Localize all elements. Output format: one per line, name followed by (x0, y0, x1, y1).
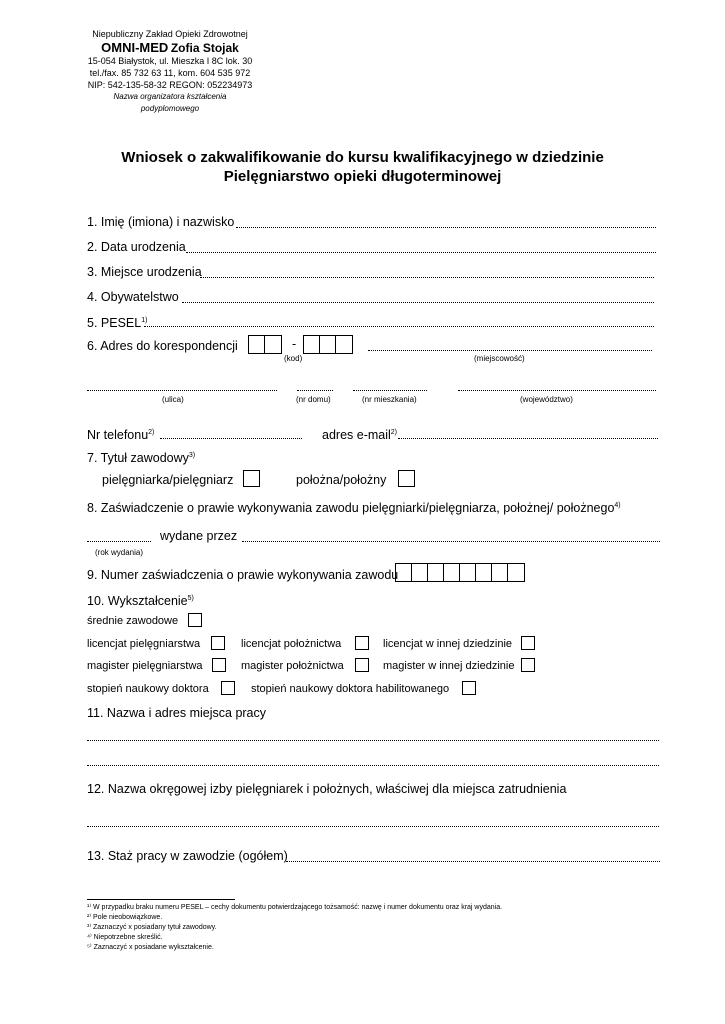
label-nr-mieszkania: (nr mieszkania) (362, 395, 417, 404)
field-name-label: 1. Imię (imiona) i nazwisko (87, 215, 235, 229)
workplace-line2[interactable] (87, 765, 659, 766)
field-name-line[interactable] (236, 227, 656, 228)
header-owner: Zofia Stojak (170, 41, 239, 55)
license-year-line[interactable] (87, 541, 151, 542)
footnote-separator (87, 899, 235, 900)
field-email-text: adres e-mail (322, 428, 391, 443)
header-phone: tel./fax. 85 732 63 11, kom. 604 535 972 (89, 68, 251, 78)
option-midwife-checkbox[interactable] (398, 470, 415, 487)
edu-bachelor-midwifery-label: licencjat położnictwa (241, 638, 342, 650)
field-phone-line[interactable] (160, 438, 302, 439)
street-line[interactable] (87, 390, 277, 391)
field-education-label (87, 591, 194, 609)
field-birthdate-label: 2. Data urodzenia (87, 240, 186, 254)
field-phone-label (87, 425, 154, 443)
field-chamber-label: 12. Nazwa okręgowej izby pielęgniarek i położnych, właściwej dla miejsca zatrudnienia (87, 782, 567, 796)
license-issued-label: wydane przez (160, 529, 238, 543)
field-license-label (87, 498, 621, 516)
option-nurse-label: pielęgniarka/pielęgniarz (102, 473, 234, 487)
label-miejscowosc: (miejscowość) (474, 354, 525, 363)
form-title-line2: Pielęgniarstwo opieki długoterminowej (223, 168, 502, 185)
header-address: 15-054 Białystok, ul. Mieszka I 8C lok. 30 (87, 56, 253, 66)
license-issuer-line[interactable] (242, 541, 660, 542)
field-license-text: 8. Zaświadczenie o prawie wykonywania zawodu pielęgniarki/pielęgniarza, położnej/ położnego (87, 501, 615, 516)
edu-bachelor-nursing-label: licencjat pielęgniarstwa (87, 638, 201, 650)
form-title-line1: Wniosek o zakwalifikowanie do kursu kwalifikacyjnego w dziedzinie (121, 149, 604, 166)
label-rok-wydania: (rok wydania) (95, 548, 144, 557)
edu-master-nursing-checkbox[interactable] (212, 658, 226, 672)
header-line1: Niepubliczny Zakład Opieki Zdrowotnej (92, 29, 248, 39)
postal-code-dash: - (292, 337, 297, 351)
field-birthplace-line[interactable] (200, 277, 654, 278)
edu-master-other-label: magister w innej dziedzinie (383, 660, 515, 672)
edu-master-midwifery-checkbox[interactable] (355, 658, 369, 672)
field-citizenship-label: 4. Obywatelstwo (87, 290, 179, 304)
form-title (0, 148, 725, 186)
field-birthplace-label: 3. Miejsce urodzenia (87, 265, 202, 279)
edu-doctor-checkbox[interactable] (221, 681, 235, 695)
footnote-2: ²⁾ Pole nieobowiązkowe. (87, 914, 163, 921)
edu-bachelor-nursing-checkbox[interactable] (211, 636, 225, 650)
organizer-header (60, 28, 280, 115)
label-kod: (kod) (284, 354, 303, 363)
field-pesel-label (87, 313, 147, 331)
edu-habilitation-label: stopień naukowy doktora habilitowanego (251, 683, 450, 695)
field-email-label (322, 425, 397, 443)
field-seniority-label: 13. Staż pracy w zawodzie (ogółem) (87, 849, 288, 863)
field-education-sup: 5) (187, 595, 194, 602)
license-number-cells[interactable] (395, 563, 525, 582)
field-license-sup: 4) (614, 502, 621, 509)
voivodeship-line[interactable] (458, 390, 656, 391)
footnote-4: ⁴⁾ Niepotrzebne skreślić. (87, 934, 163, 941)
postal-code-part2-cells[interactable] (303, 335, 353, 354)
seniority-line[interactable] (286, 861, 660, 862)
header-nip: NIP: 542-135-58-32 REGON: 052234973 (87, 80, 253, 90)
house-number-line[interactable] (297, 390, 333, 391)
field-phone-sup: 2) (148, 429, 155, 436)
apartment-number-line[interactable] (353, 390, 427, 391)
edu-bachelor-other-label: licencjat w innej dziedzinie (383, 638, 513, 650)
option-midwife-label: położna/położny (296, 473, 387, 487)
edu-master-nursing-label: magister pielęgniarstwa (87, 660, 203, 672)
edu-secondary-label: średnie zawodowe (87, 615, 179, 627)
edu-master-other-checkbox[interactable] (521, 658, 535, 672)
footnote-1: ¹⁾ W przypadku braku numeru PESEL – cechy dokumentu potwierdzającego tożsamość: nazwę i numer dokumentu oraz kraj wydania. (87, 904, 503, 911)
edu-habilitation-checkbox[interactable] (462, 681, 476, 695)
chamber-line[interactable] (87, 826, 659, 827)
edu-master-midwifery-label: magister położnictwa (241, 660, 344, 672)
field-email-line[interactable] (398, 438, 658, 439)
field-license-number-label: 9. Numer zaświadczenia o prawie wykonywania zawodu (87, 568, 399, 582)
field-pesel-text: 5. PESEL (87, 316, 142, 331)
field-citizenship-line[interactable] (182, 302, 654, 303)
field-title-label (87, 448, 195, 466)
edu-secondary-checkbox[interactable] (188, 613, 202, 627)
footnote-3: ³⁾ Zaznaczyć x posiadany tytuł zawodowy. (87, 924, 217, 931)
footnotes (87, 903, 502, 953)
field-title-text: 7. Tytuł zawodowy (87, 451, 189, 466)
field-education-text: 10. Wykształcenie (87, 594, 188, 609)
edu-bachelor-other-checkbox[interactable] (521, 636, 535, 650)
header-caption1: Nazwa organizatora kształcenia (113, 92, 227, 101)
label-nr-domu: (nr domu) (296, 395, 331, 404)
label-wojewodztwo: (województwo) (520, 395, 573, 404)
edu-bachelor-midwifery-checkbox[interactable] (355, 636, 369, 650)
field-phone-text: Nr telefonu (87, 428, 149, 443)
footnote-5: ⁵⁾ Zaznaczyć x posiadane wykształcenie. (87, 944, 214, 951)
label-ulica: (ulica) (162, 395, 184, 404)
field-email-sup: 2) (390, 429, 398, 436)
postal-code-part1-cells[interactable] (248, 335, 282, 354)
field-pesel-line[interactable] (144, 326, 654, 327)
option-nurse-checkbox[interactable] (243, 470, 260, 487)
field-pesel-sup: 1) (141, 317, 148, 324)
workplace-line1[interactable] (87, 740, 659, 741)
field-birthdate-line[interactable] (186, 252, 656, 253)
header-caption2: podyplomowego (140, 104, 200, 113)
field-workplace-label: 11. Nazwa i adres miejsca pracy (87, 706, 267, 720)
field-address-label: 6. Adres do korespondencji (87, 339, 238, 353)
header-brand: OMNI-MED (101, 40, 169, 55)
edu-doctor-label: stopień naukowy doktora (87, 683, 209, 695)
field-title-sup: 3) (188, 452, 196, 459)
header-line2 (60, 42, 280, 55)
city-line[interactable] (368, 350, 652, 351)
